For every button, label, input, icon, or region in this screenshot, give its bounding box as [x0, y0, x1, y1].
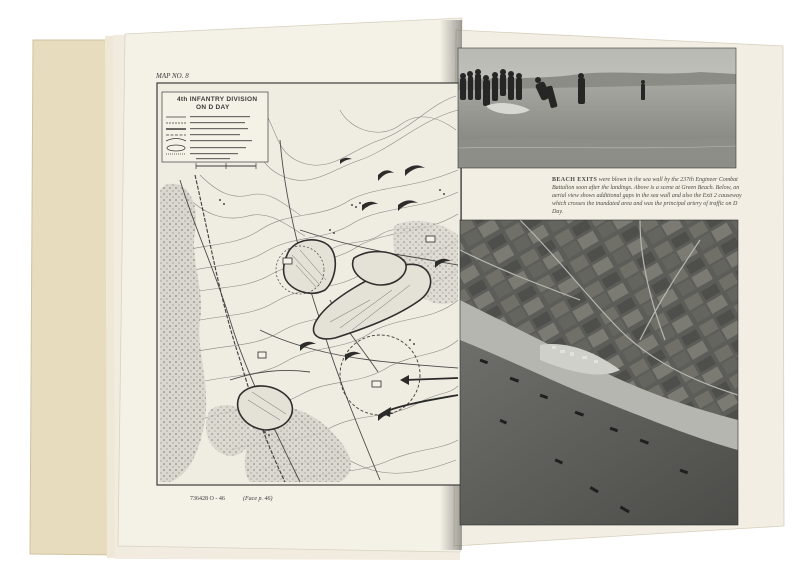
caption-text: were blown in the sea wall by the 237th Engineer Combat Battalion soon after the landings. Above is a scene at Green Beach. Below, an aerial view shows additional gaps in the sea wall and also the Exit 2 causeway which crosses the inundated area and was the principal artery of traffic on D Day. — [552, 177, 742, 215]
beach-photo — [458, 48, 736, 168]
photo-caption — [552, 176, 748, 216]
footer-facing: (Face p. 46) — [243, 496, 273, 502]
map-title-line2: ON D DAY — [196, 104, 230, 111]
map-number: MAP NO. 8 — [156, 72, 189, 80]
aerial-photo — [460, 220, 738, 525]
caption-lead: BEACH EXITS — [552, 177, 598, 183]
footer-code: 736428 O - 46 — [190, 496, 225, 502]
map-title-line1: 4th INFANTRY DIVISION — [177, 96, 258, 103]
